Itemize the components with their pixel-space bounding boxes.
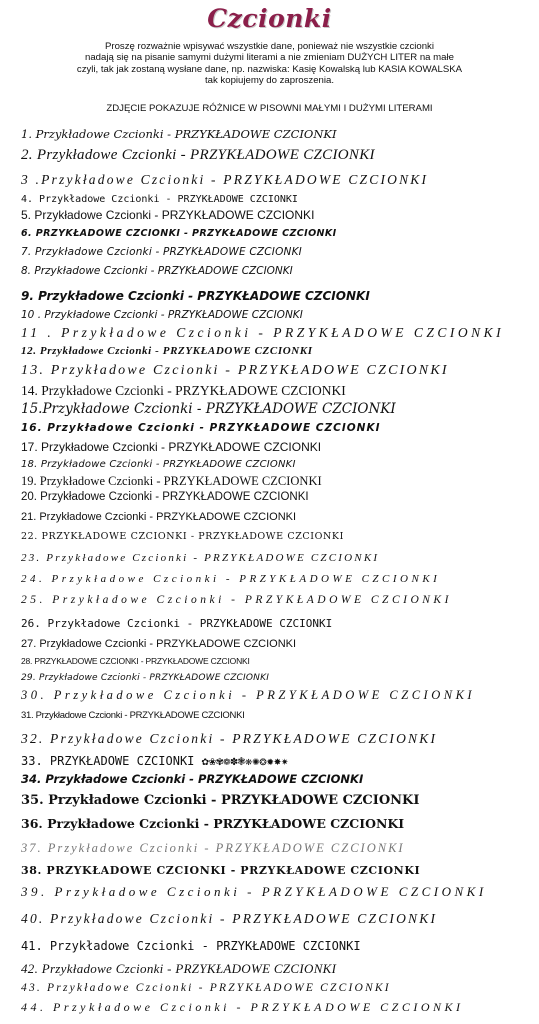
font-sample-4: 4. Przykładowe Czcionki - PRZYKŁADOWE CZCIONKI bbox=[21, 194, 298, 205]
font-sample-11: 11 . Przykładowe Czcionki - PRZYKŁADOWE CZCIONKI bbox=[21, 325, 505, 340]
font-sample-3: 3 .Przykładowe Czcionki - PRZYKŁADOWE CZCIONKI bbox=[21, 172, 429, 187]
font-sample-14: 14. Przykładowe Czcionki - PRZYKŁADOWE CZCIONKI bbox=[21, 383, 346, 398]
intro-line: nadają się na pisanie samymi dużymi literami a nie zmieniam DUŻYCH LITER na małe bbox=[85, 52, 454, 64]
page-title: Czcionki bbox=[207, 4, 332, 33]
intro-line: Proszę rozważnie wpisywać wszystkie dane, ponieważ nie wszystkie czcionki bbox=[105, 41, 434, 52]
font-sample-9: 9. Przykładowe Czcionki - PRZYKŁADOWE CZCIONKI bbox=[21, 289, 370, 303]
font-sample-32: 32. Przykładowe Czcionki - PRZYKŁADOWE CZCIONKI bbox=[21, 731, 438, 746]
font-sample-17: 17. Przykładowe Czcionki - PRZYKŁADOWE CZCIONKI bbox=[21, 440, 322, 454]
font-sample-34: 34. Przykładowe Czcionki - PRZYKŁADOWE CZCIONKI bbox=[21, 772, 364, 786]
font-sample-27: 27. Przykładowe Czcionki - PRZYKŁADOWE CZCIONKI bbox=[21, 638, 297, 650]
font-sample-15: 15.Przykładowe Czcionki - PRZYKŁADOWE CZCIONKI bbox=[21, 401, 396, 417]
font-sample-21: 21. Przykładowe Czcionki - PRZYKŁADOWE CZCIONKI bbox=[21, 511, 297, 523]
font-sample-33: 33. PRZYKŁADOWE CZCIONKI ✿❀✾❁✽❃❋✺❂✹✸✷ bbox=[21, 754, 289, 768]
font-sample-1: 1. Przykładowe Czcionki - PRZYKŁADOWE CZCIONKI bbox=[21, 127, 337, 141]
font-sample-25: 25. Przykładowe Czcionki - PRZYKŁADOWE CZCIONKI bbox=[21, 594, 452, 606]
font-sample-22: 22. PRZYKŁADOWE CZCIONKI - PRZYKŁADOWE CZCIONKI bbox=[21, 531, 344, 542]
font-sample-26: 26. Przykładowe Czcionki - PRZYKŁADOWE CZCIONKI bbox=[21, 617, 333, 630]
font-sample-37: 37. Przykładowe Czcionki - PRZYKŁADOWE CZCIONKI bbox=[21, 841, 405, 855]
font-sample-5: 5. Przykładowe Czcionki - PRZYKŁADOWE CZCIONKI bbox=[21, 208, 315, 222]
font-sample-43: 43. Przykładowe Czcionki - PRZYKŁADOWE CZCIONKI bbox=[21, 982, 391, 994]
font-sample-2: 2. Przykładowe Czcionki - PRZYKŁADOWE CZCIONKI bbox=[21, 147, 375, 163]
font-sample-35: 35. Przykładowe Czcionki - PRZYKŁADOWE CZCIONKI bbox=[21, 793, 420, 808]
font-sample-18: 18. Przykładowe Czcionki - PRZYKŁADOWE CZCIONKI bbox=[21, 459, 296, 470]
font-sample-7: 7. Przykładowe Czcionki - PRZYKŁADOWE CZCIONKI bbox=[21, 246, 302, 258]
font-sample-30: 30. Przykładowe Czcionki - PRZYKŁADOWE CZCIONKI bbox=[21, 688, 476, 702]
font-sample-29: 29. Przykładowe Czcionki - PRZYKŁADOWE CZCIONKI bbox=[21, 673, 270, 683]
font-sample-44: 44. Przykładowe Czcionki - PRZYKŁADOWE CZCIONKI bbox=[21, 1000, 464, 1014]
font-sample-39: 39. Przykładowe Czcionki - PRZYKŁADOWE CZCIONKI bbox=[21, 884, 487, 899]
font-sample-31: 31. Przykładowe Czcionki - PRZYKŁADOWE CZCIONKI bbox=[21, 710, 245, 721]
font-sample-42: 42. Przykładowe Czcionki - PRZYKŁADOWE CZCIONKI bbox=[21, 961, 337, 976]
intro-line: czyli, tak jak zostaną wysłane dane, np. nazwiska: Kasię Kowalską lub KASIA KOWALSKA bbox=[76, 63, 463, 75]
font-sample-28: 28. PRZYKŁADOWE CZCIONKI - PRZYKŁADOWE CZCIONKI bbox=[21, 656, 250, 666]
font-sample-36: 36. Przykładowe Czcionki - PRZYKŁADOWE CZCIONKI bbox=[21, 816, 405, 831]
font-sample-20: 20. Przykładowe Czcionki - PRZYKŁADOWE CZCIONKI bbox=[21, 491, 309, 503]
font-sample-6: 6. PRZYKŁADOWE CZCIONKI - PRZYKŁADOWE CZCIONKI bbox=[21, 228, 337, 239]
font-sample-13: 13. Przykładowe Czcionki - PRZYKŁADOWE CZCIONKI bbox=[21, 363, 449, 378]
font-sample-8: 8. Przykładowe Czcionki - PRZYKŁADOWE CZCIONKI bbox=[21, 265, 293, 277]
font-sample-23: 23. Przykładowe Czcionki - PRZYKŁADOWE CZCIONKI bbox=[21, 552, 380, 564]
font-sample-12: 12. Przykładowe Czcionki - PRZYKŁADOWE CZCIONKI bbox=[21, 345, 313, 357]
font-sample-19: 19. Przykładowe Czcionki - PRZYKŁADOWE CZCIONKI bbox=[21, 474, 322, 488]
font-sample-41: 41. Przykładowe Czcionki - PRZYKŁADOWE CZCIONKI bbox=[21, 939, 361, 953]
font-sample-24: 24. Przykładowe Czcionki - PRZYKŁADOWE CZCIONKI bbox=[21, 573, 441, 585]
case-difference-note: ZDJĘCIE POKAZUJE RÓŻNICE W PISOWNI MAŁYMI I DUŻYMI LITERAMI bbox=[106, 103, 433, 114]
font-sample-10: 10 . Przykładowe Czcionki - PRZYKŁADOWE CZCIONKI bbox=[21, 309, 303, 321]
intro-line: tak kopiujemy do zaproszenia. bbox=[204, 75, 335, 87]
font-sample-38: 38. PRZYKŁADOWE CZCIONKI - PRZYKŁADOWE CZCIONKI bbox=[21, 864, 421, 877]
font-sample-40: 40. Przykładowe Czcionki - PRZYKŁADOWE CZCIONKI bbox=[21, 911, 438, 926]
font-sample-16: 16. Przykładowe Czcionki - PRZYKŁADOWE CZCIONKI bbox=[21, 422, 381, 434]
